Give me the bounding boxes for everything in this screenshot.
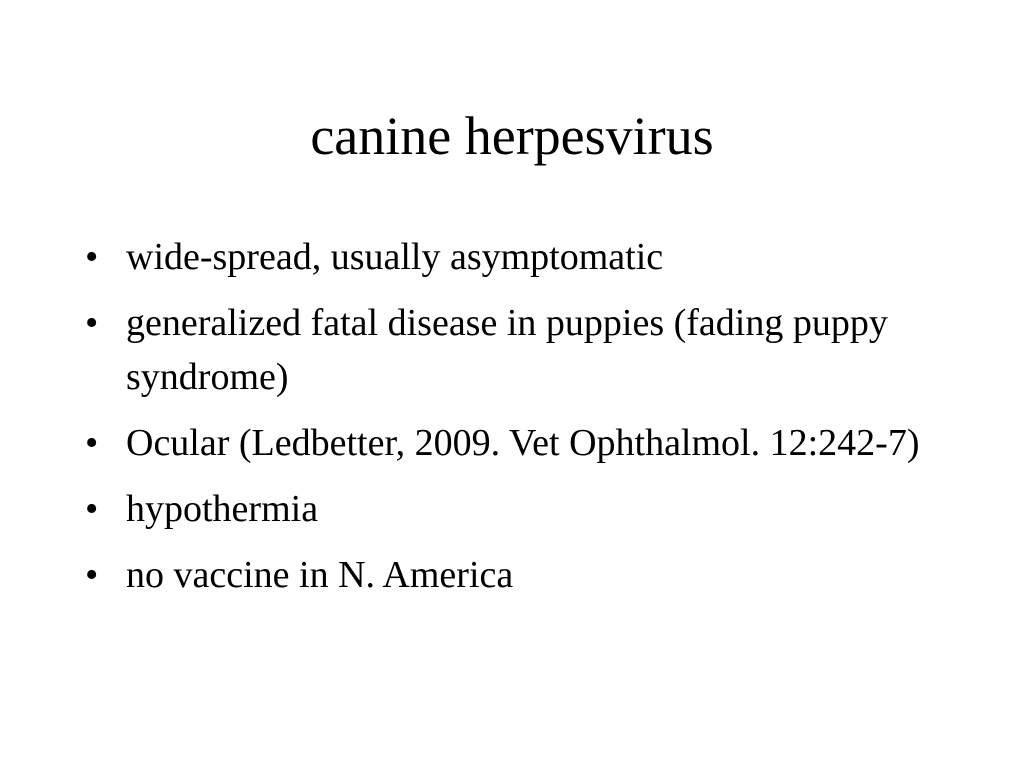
bullet-item: [85, 548, 945, 602]
bullet-text: Ocular (Ledbetter, 2009. Vet Ophthalmol. 12:242-7): [126, 422, 920, 464]
bullet-item: [85, 416, 945, 470]
bullet-text: wide-spread, usually asymptomatic: [126, 236, 664, 278]
bullet-icon: •: [85, 302, 99, 344]
bullet-icon: •: [85, 554, 99, 596]
bullet-text: no vaccine in N. America: [126, 554, 514, 596]
bullet-text: hypothermia: [126, 488, 319, 530]
slide-title: canine herpesvirus: [310, 106, 714, 166]
bullet-icon: •: [85, 422, 99, 464]
bullet-text: generalized fatal disease in puppies (fading puppy syndrome): [126, 302, 888, 398]
bullet-item: [85, 296, 945, 404]
bullet-icon: •: [85, 488, 99, 530]
bullet-list: [85, 230, 945, 614]
bullet-item: [85, 230, 945, 284]
bullet-icon: •: [85, 236, 99, 278]
bullet-item: [85, 482, 945, 536]
